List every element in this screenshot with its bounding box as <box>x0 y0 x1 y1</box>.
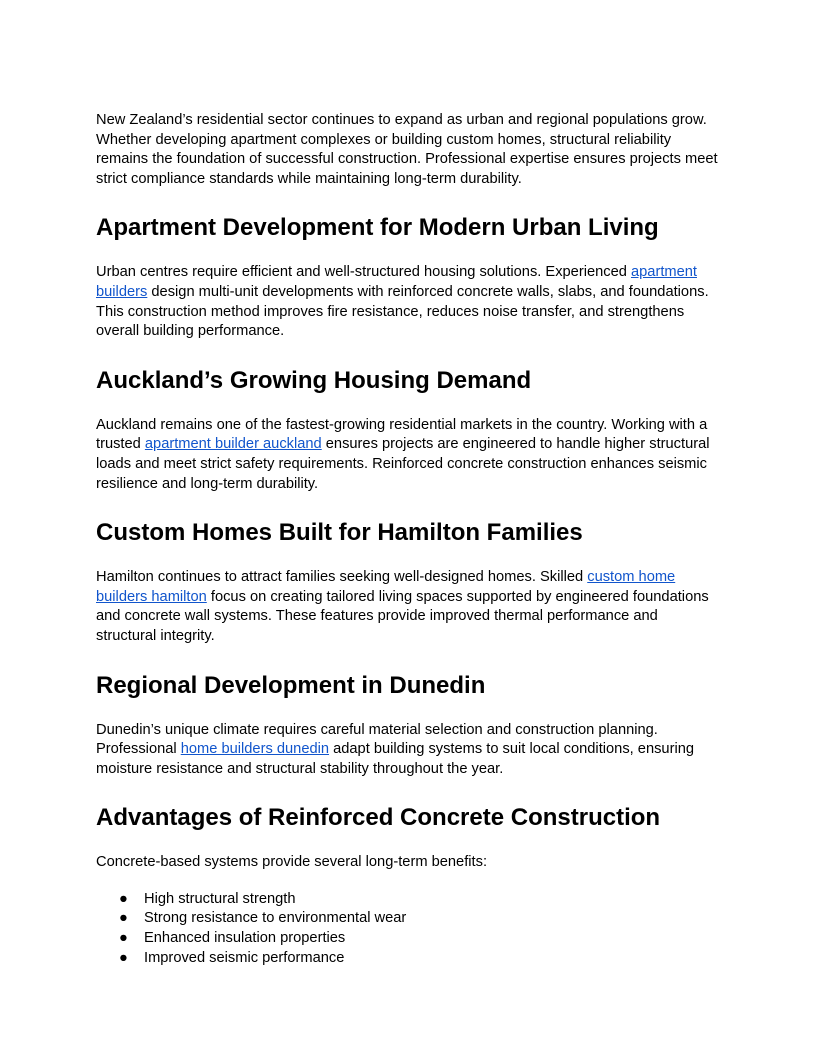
paragraph-text: focus on creating tailored living spaces supported by engineered foundations and concrete wall systems. These features provide improved thermal performance and structural integrity. <box>96 588 709 644</box>
section-paragraph-hamilton-homes <box>96 568 722 646</box>
list-item-text: Enhanced insulation properties <box>144 930 346 947</box>
list-item <box>96 890 722 910</box>
section-paragraph-apartment-development <box>96 263 722 341</box>
section-heading-hamilton-homes: Custom Homes Built for Hamilton Families <box>96 519 583 547</box>
custom-home-builders-hamilton-link[interactable]: custom home builders hamilton <box>96 569 676 605</box>
section-paragraph-dunedin-development <box>96 721 722 780</box>
list-item-text: Improved seismic performance <box>144 949 345 966</box>
paragraph-text: Auckland remains one of the fastest-growing residential markets in the country. Working with a trusted <box>96 416 708 453</box>
apartment-builders-link[interactable]: apartment builders <box>96 264 697 300</box>
paragraph-text: Urban centres require efficient and well-structured housing solutions. Experienced <box>96 264 631 281</box>
bullet-icon: ● <box>119 910 128 927</box>
section-heading-apartment-development: Apartment Development for Modern Urban Living <box>96 214 659 242</box>
section-heading-auckland-demand: Auckland’s Growing Housing Demand <box>96 366 532 394</box>
document-page <box>96 111 722 968</box>
paragraph-text: Hamilton continues to attract families seeking well-designed homes. Skilled <box>96 569 588 586</box>
home-builders-dunedin-link[interactable]: home builders dunedin <box>180 741 330 758</box>
paragraph-text: adapt building systems to suit local conditions, ensuring moisture resistance and structural stability throughout the year. <box>96 741 695 777</box>
section-paragraph-concrete-advantages: Concrete-based systems provide several long-term benefits: <box>96 854 488 871</box>
bullet-icon: ● <box>119 930 128 947</box>
intro-paragraph: New Zealand’s residential sector continues to expand as urban and regional populations grow. Whether developing apartment complexes or building custom homes, structural reliability remains the foundation of successful construction. Professional expertise ensures projects meet strict compliance standards while maintaining long-term durability. <box>96 112 718 187</box>
list-item-text: High structural strength <box>144 890 296 907</box>
paragraph-text: ensures projects are engineered to handle higher structural loads and meet strict safety requirements. Reinforced concrete construction enhances seismic resilience and long-term durability. <box>96 436 710 492</box>
list-item-text: Strong resistance to environmental wear <box>144 910 407 927</box>
list-item <box>96 929 722 949</box>
paragraph-text: design multi-unit developments with reinforced concrete walls, slabs, and foundations. This construction method improves fire resistance, reduces noise transfer, and strengthens overall building performance. <box>96 283 709 340</box>
list-item <box>96 949 722 969</box>
list-item <box>96 909 722 929</box>
apartment-builder-auckland-link[interactable]: apartment builder auckland <box>144 436 322 453</box>
paragraph-text: Dunedin’s unique climate requires careful material selection and construction planning. Professional <box>96 721 658 758</box>
section-heading-dunedin-development: Regional Development in Dunedin <box>96 671 486 699</box>
bullet-icon: ● <box>119 890 128 907</box>
bullet-icon: ● <box>119 949 128 966</box>
section-paragraph-auckland-demand <box>96 416 722 494</box>
benefits-list <box>96 890 722 968</box>
section-heading-concrete-advantages: Advantages of Reinforced Concrete Construction <box>96 804 661 832</box>
